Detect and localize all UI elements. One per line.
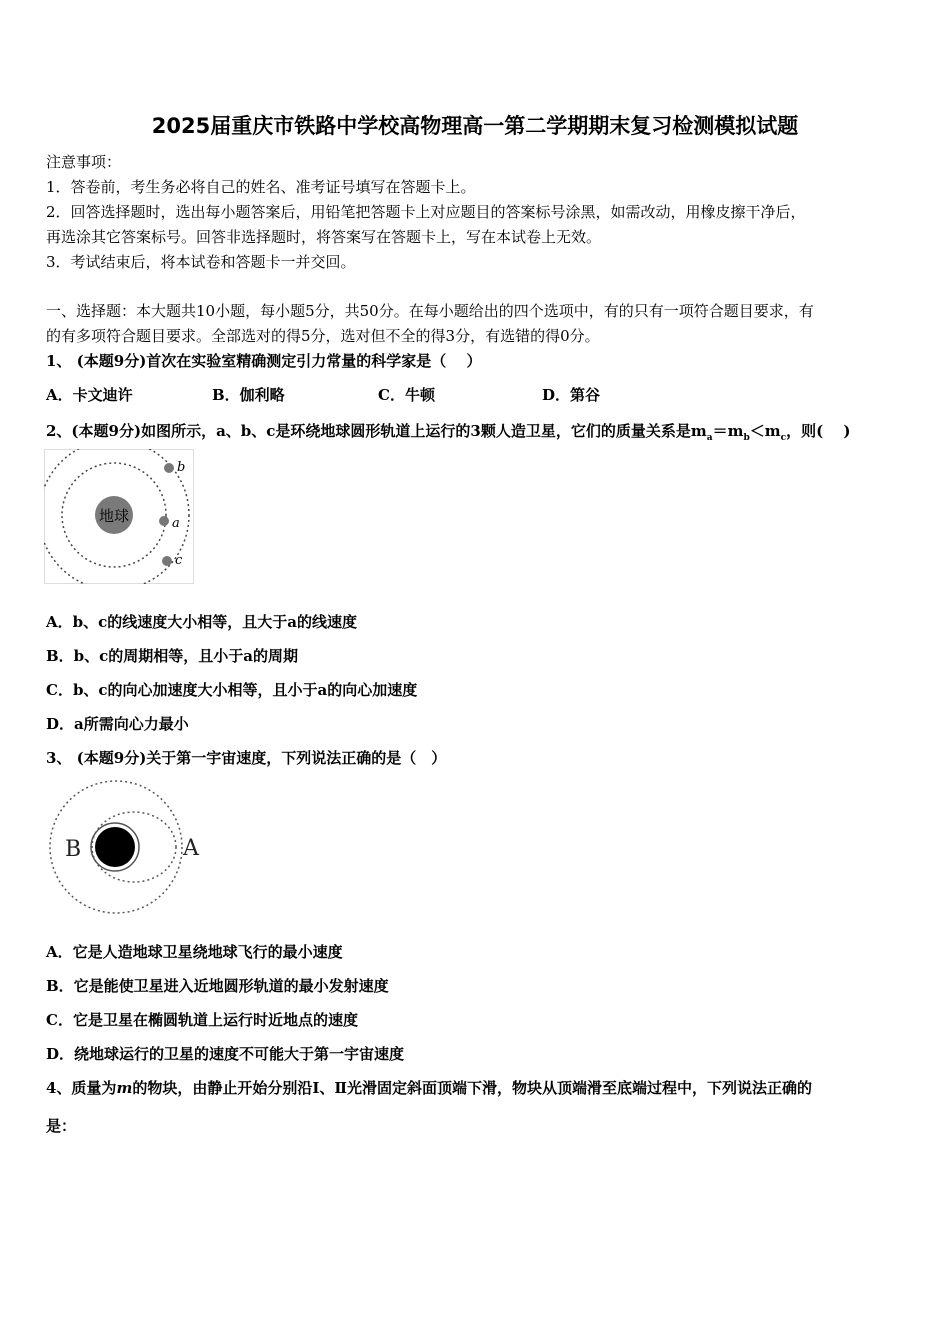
q1-stem: 1、 (本题9分)首次在实验室精确测定引力常量的科学家是（ ） (46, 352, 482, 370)
q2-stem: 2、(本题9分)如图所示，a、b、c是环绕地球圆形轨道上运行的3颗人造卫星，它们的质量关系是$m_a=m_b<m_c$，则( ) (46, 422, 851, 443)
q3-orbit-figure (46, 780, 206, 920)
section-instructions-line1: 一、选择题：本大题共10小题，每小题5分，共50分。在每小题给出的四个选项中，有的只有一项符合题目要求，有 (46, 302, 814, 320)
notice-item: 再选涂其它答案标号。回答非选择题时，将答案写在答题卡上，写在本试卷上无效。 (46, 228, 602, 246)
q2-option-a: A．b、c的线速度大小相等，且大于a的线速度 (46, 613, 357, 631)
satellite-c-label: c (175, 553, 183, 568)
satellite-a (159, 516, 169, 526)
earth (95, 827, 135, 867)
point-b-label: B (65, 837, 82, 862)
q3-option-b: B．它是能使卫星进入近地圆形轨道的最小发射速度 (46, 977, 389, 995)
q2-orbit-figure (44, 449, 194, 584)
satellite-b-label: b (177, 460, 186, 475)
q2-option-c: C．b、c的向心加速度大小相等，且小于a的向心加速度 (46, 681, 418, 699)
page-title: 2025届重庆市铁路中学校高物理高一第二学期期末复习检测模拟试题 (151, 114, 799, 138)
notice-item: 2．回答选择题时，选出每小题答案后，用铅笔把答题卡上对应题目的答案标号涂黑，如需改动，用橡皮擦干净后， (46, 203, 806, 221)
q1-option-a: A．卡文迪许 (46, 386, 133, 404)
section-instructions-line2: 的有多项符合题目要求。全部选对的得5分，选对但不全的得3分，有选错的得0分。 (46, 327, 600, 345)
notice-item: 1．答卷前，考生务必将自己的姓名、准考证号填写在答题卡上。 (46, 178, 476, 196)
q1-option-c: C．牛顿 (378, 386, 435, 404)
q2-option-b: B．b、c的周期相等，且小于a的周期 (46, 647, 299, 665)
q4-stem: 4、质量为m的物块，由静止开始分别沿Ⅰ、Ⅱ光滑固定斜面顶端下滑，物块从顶端滑至底端过程中，下列说法正确的 (46, 1079, 812, 1097)
satellite-a-label: a (172, 516, 180, 531)
notice-heading: 注意事项： (46, 153, 122, 171)
q3-option-a: A．它是人造地球卫星绕地球飞行的最小速度 (46, 943, 343, 961)
q3-option-d: D．绕地球运行的卫星的速度不可能大于第一宇宙速度 (46, 1045, 405, 1063)
q2-option-d: D．a所需向心力最小 (46, 715, 189, 733)
satellite-c (162, 556, 172, 566)
earth-label: 地球 (98, 507, 130, 525)
point-a-label: A (183, 836, 199, 861)
satellite-b (164, 463, 174, 473)
notice-item: 3．考试结束后，将本试卷和答题卡一并交回。 (46, 253, 356, 271)
q1-option-b: B．伽利略 (212, 386, 285, 404)
q1-option-d: D．第谷 (542, 386, 601, 404)
q3-option-c: C．它是卫星在椭圆轨道上运行时近地点的速度 (46, 1011, 358, 1029)
q3-stem: 3、 (本题9分)关于第一宇宙速度，下列说法正确的是（ ） (46, 749, 447, 767)
q4-stem-line2: 是： (46, 1117, 77, 1135)
